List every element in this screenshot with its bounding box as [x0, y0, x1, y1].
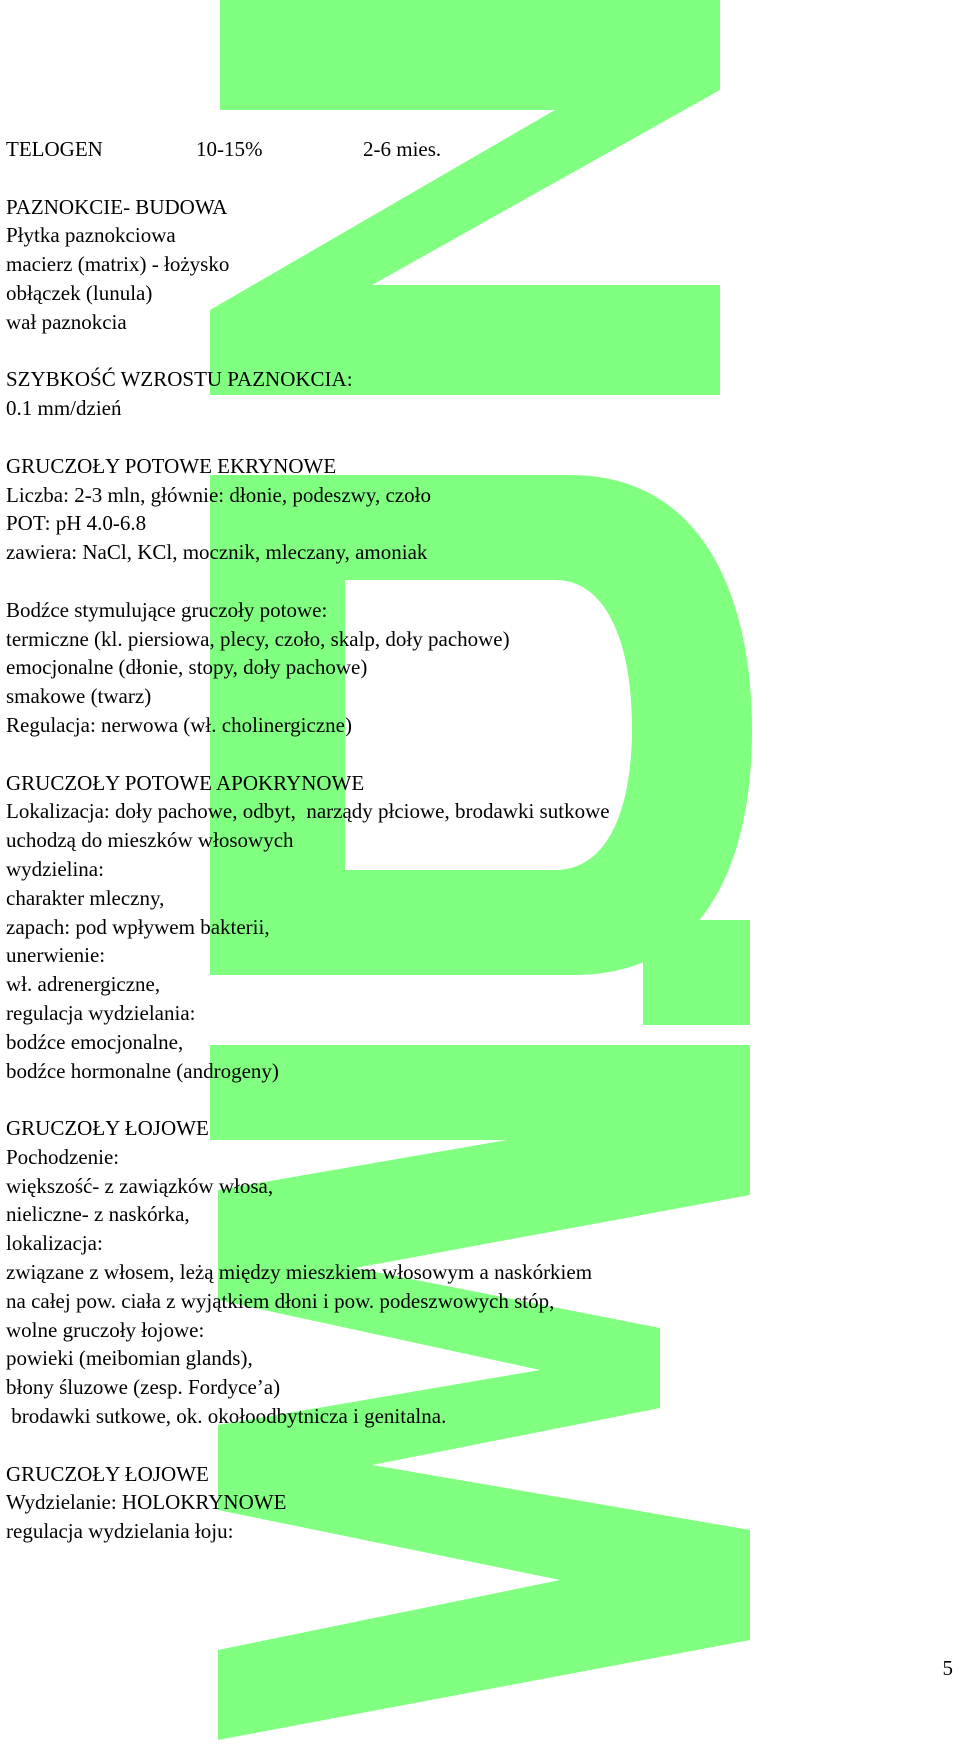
section-line: nieliczne- z naskórka,: [6, 1202, 190, 1227]
section-line: zawiera: NaCl, KCl, mocznik, mleczany, amoniak: [6, 540, 428, 565]
section-line: błony śluzowe (zesp. Fordyce’a): [6, 1375, 281, 1400]
section-line: zapach: pod wpływem bakterii,: [6, 914, 270, 939]
section-heading: SZYBKOŚĆ WZROSTU PAZNOKCIA:: [6, 367, 353, 392]
section-line: bodźce hormonalne (androgeny): [6, 1058, 279, 1083]
section-heading: GRUCZOŁY ŁOJOWE: [6, 1116, 209, 1141]
section-line: większość- z zawiązków włosa,: [6, 1173, 274, 1198]
section-6: [6, 1460, 610, 1546]
telogen-percent: 10-15%: [196, 137, 263, 161]
telogen-name: TELOGEN: [6, 137, 103, 161]
section-line: 0.1 mm/dzień: [6, 396, 122, 421]
section-line: POT: pH 4.0-6.8: [6, 511, 147, 536]
section-line: macierz (matrix) - łożysko: [6, 252, 230, 277]
section-line: wł. adrenergiczne,: [6, 972, 161, 997]
section-line: regulacja wydzielania łoju:: [6, 1519, 234, 1544]
section-line: emocjonalne (dłonie, stopy, doły pachowe): [6, 655, 368, 680]
section-line: Płytka paznokciowa: [6, 223, 176, 248]
section-heading: GRUCZOŁY POTOWE APOKRYNOWE: [6, 770, 365, 795]
section-line: powieki (meibomian glands),: [6, 1346, 253, 1371]
section-line: wydzielina:: [6, 856, 104, 881]
section-line: bodźce emocjonalne,: [6, 1029, 184, 1054]
section-line: lokalizacja:: [6, 1231, 103, 1256]
section-line: regulacja wydzielania:: [6, 1000, 196, 1025]
telogen-duration: 2-6 mies.: [363, 137, 442, 161]
section-line: Wydzielanie: HOLOKRYNOWE: [6, 1490, 287, 1515]
section-line: na całej pow. ciała z wyjątkiem dłoni i pow. podeszwowych stóp,: [6, 1288, 555, 1313]
section-line: Lokalizacja: doły pachowe, odbyt, narządy płciowe, brodawki sutkowe: [6, 799, 610, 824]
sections: [6, 193, 610, 1546]
section-line: obłączek (lunula): [6, 280, 153, 305]
section-heading: Bodźce stymulujące gruczoły potowe:: [6, 597, 328, 622]
section-line: brodawki sutkowe, ok. okołoodbytnicza i genitalna.: [6, 1404, 447, 1429]
section-heading: PAZNOKCIE- BUDOWA: [6, 194, 228, 219]
section-line: Regulacja: nerwowa (wł. cholinergiczne): [6, 712, 352, 737]
section-line: Liczba: 2-3 mln, głównie: dłonie, podeszwy, czoło: [6, 482, 431, 507]
watermark-letter-i-dot: [643, 920, 750, 1025]
section-0: [6, 193, 610, 337]
section-line: termiczne (kl. piersiowa, plecy, czoło, skalp, doły pachowe): [6, 626, 510, 651]
section-line: wał paznokcia: [6, 309, 127, 334]
section-line: uchodzą do mieszków włosowych: [6, 828, 294, 853]
section-line: smakowe (twarz): [6, 684, 152, 709]
section-4: [6, 769, 610, 1086]
section-line: charakter mleczny,: [6, 885, 165, 910]
section-line: unerwienie:: [6, 943, 106, 968]
section-2: [6, 452, 610, 567]
section-line: wolne gruczoły łojowe:: [6, 1317, 205, 1342]
section-1: [6, 365, 610, 423]
section-heading: GRUCZOŁY ŁOJOWE: [6, 1461, 209, 1486]
telogen-row: [6, 135, 610, 164]
section-line: Pochodzenie:: [6, 1144, 120, 1169]
page-number: 5: [942, 1656, 953, 1680]
section-5: [6, 1114, 610, 1431]
section-line: związane z włosem, leżą między mieszkiem włosowym a naskórkiem: [6, 1260, 593, 1285]
section-heading: GRUCZOŁY POTOWE EKRYNOWE: [6, 453, 337, 478]
section-3: [6, 596, 610, 740]
page-content: [6, 135, 610, 1546]
